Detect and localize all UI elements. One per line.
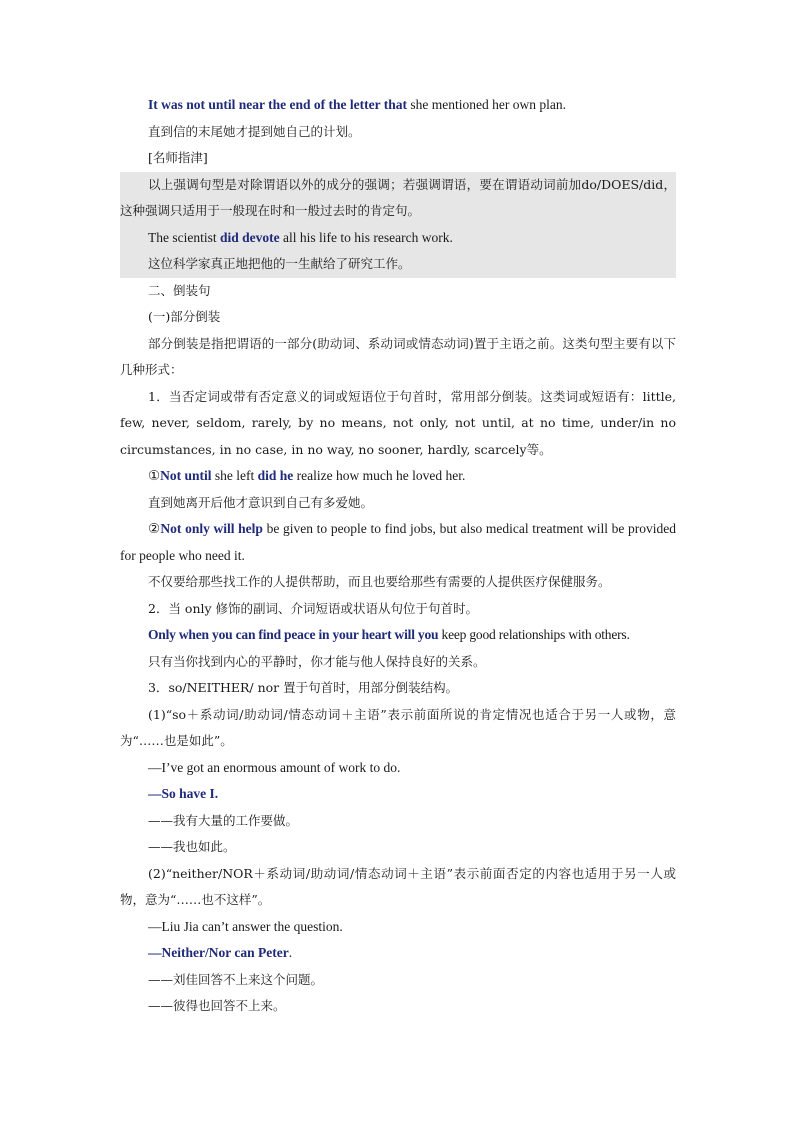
dialogue-2-line-a: —Liu Jia can’t answer the question. — [148, 918, 343, 934]
teacher-note-label: [名师指津] — [148, 150, 208, 165]
example-text: all his life to his research work. — [279, 229, 453, 245]
teacher-note-example-zh: 这位科学家真正地把他的一生献给了研究工作。 — [148, 256, 411, 271]
point-1-example-2-en — [120, 516, 676, 569]
point-3-sub-1: (1)“so＋系动词/助动词/情态动词＋主语”表示前面所说的肯定情况也适合于另一人或物，意为“……也是如此”。 — [120, 706, 676, 748]
dialogue-2-line-b-zh: ——彼得也回答不上来。 — [148, 998, 286, 1013]
emphasis-phrase: Only when you can find peace in your heart will you — [148, 627, 439, 642]
example-text: be given to people to find jobs, but also medical treatment will be provided for people who need it. — [120, 521, 677, 563]
example-text: keep good relationships with others. — [438, 627, 630, 642]
intro-paragraph: 部分倒装是指把谓语的一部分(助动词、系动词或情态动词)置于主语之前。这类句型主要有以下几种形式： — [120, 335, 676, 377]
emphasis-phrase: —Neither/Nor can Peter — [148, 945, 289, 960]
teacher-note-example-en — [120, 225, 676, 252]
example-text: . — [288, 945, 293, 960]
point-1-example-1-zh: 直到她离开后他才意识到自己有多爱她。 — [148, 494, 374, 510]
dialogue-1-line-b-zh: ——我也如此。 — [148, 839, 236, 854]
emphasis-phrase: did he — [257, 468, 294, 483]
point-1-example-2-zh: 不仅要给那些找工作的人提供帮助，而且也要给那些有需要的人提供医疗保健服务。 — [148, 574, 611, 589]
point-2-example-en — [120, 622, 676, 649]
point-3-text: 3．so/NEITHER/ nor 置于句首时，用部分倒装结构。 — [148, 680, 459, 695]
dialogue-1-line-b: —So have I. — [148, 786, 219, 801]
subsection-title: (一)部分倒装 — [148, 309, 221, 324]
example-text: she left — [211, 468, 258, 483]
dialogue-1-line-a-zh: ——我有大量的工作要做。 — [148, 812, 299, 828]
example-text: she mentioned her own plan. — [407, 97, 566, 112]
example-number: ② — [148, 521, 161, 536]
point-1-example-1-en — [120, 463, 676, 490]
emphasis-phrase: Not until — [160, 468, 212, 483]
point-2-text: 2．当 only 修饰的副词、介词短语或状语从句位于句首时。 — [148, 600, 479, 616]
teacher-note-box — [120, 172, 676, 278]
example-letter-en — [120, 92, 676, 119]
emphasis-phrase: It was not until near the end of the letter that — [148, 97, 407, 112]
example-letter-zh: 直到信的末尾她才提到她自己的计划。 — [148, 123, 361, 139]
point-2-example-zh: 只有当你找到内心的平静时，你才能与他人保持良好的关系。 — [148, 653, 486, 669]
example-number: ① — [148, 468, 161, 483]
emphasis-phrase: did devote — [219, 229, 280, 245]
point-3-sub-2: (2)“neither/NOR＋系动词/助动词/情态动词＋主语”表示前面否定的内容也适用于另一人或物，意为“……也不这样”。 — [120, 865, 676, 907]
example-text: The scientist — [148, 229, 220, 245]
dialogue-1-line-a: —I’ve got an enormous amount of work to do. — [148, 759, 401, 775]
point-1-text: 1．当否定词或带有否定意义的词或短语位于句首时，常用部分倒装。这类词或短语有：little, few, never, seldom, rarely, by no means, not only, not until, at no time, under/in no circumstances, in no case, in no way, no sooner, hardly, scarcely等。 — [120, 388, 676, 457]
document-page — [120, 92, 676, 1020]
teacher-note-text: 以上强调句型是对除谓语以外的成分的强调；若强调谓语，要在谓语动词前加do/DOES/did，这种强调只适用于一般现在时和一般过去时的肯定句。 — [120, 176, 676, 218]
section-title: 二、倒装句 — [148, 282, 211, 298]
dialogue-2-line-a-zh: ——刘佳回答不上来这个问题。 — [148, 971, 324, 987]
example-text: realize how much he loved her. — [293, 468, 466, 483]
emphasis-phrase: Not only will help — [160, 521, 263, 536]
dialogue-2-line-b — [120, 940, 676, 967]
